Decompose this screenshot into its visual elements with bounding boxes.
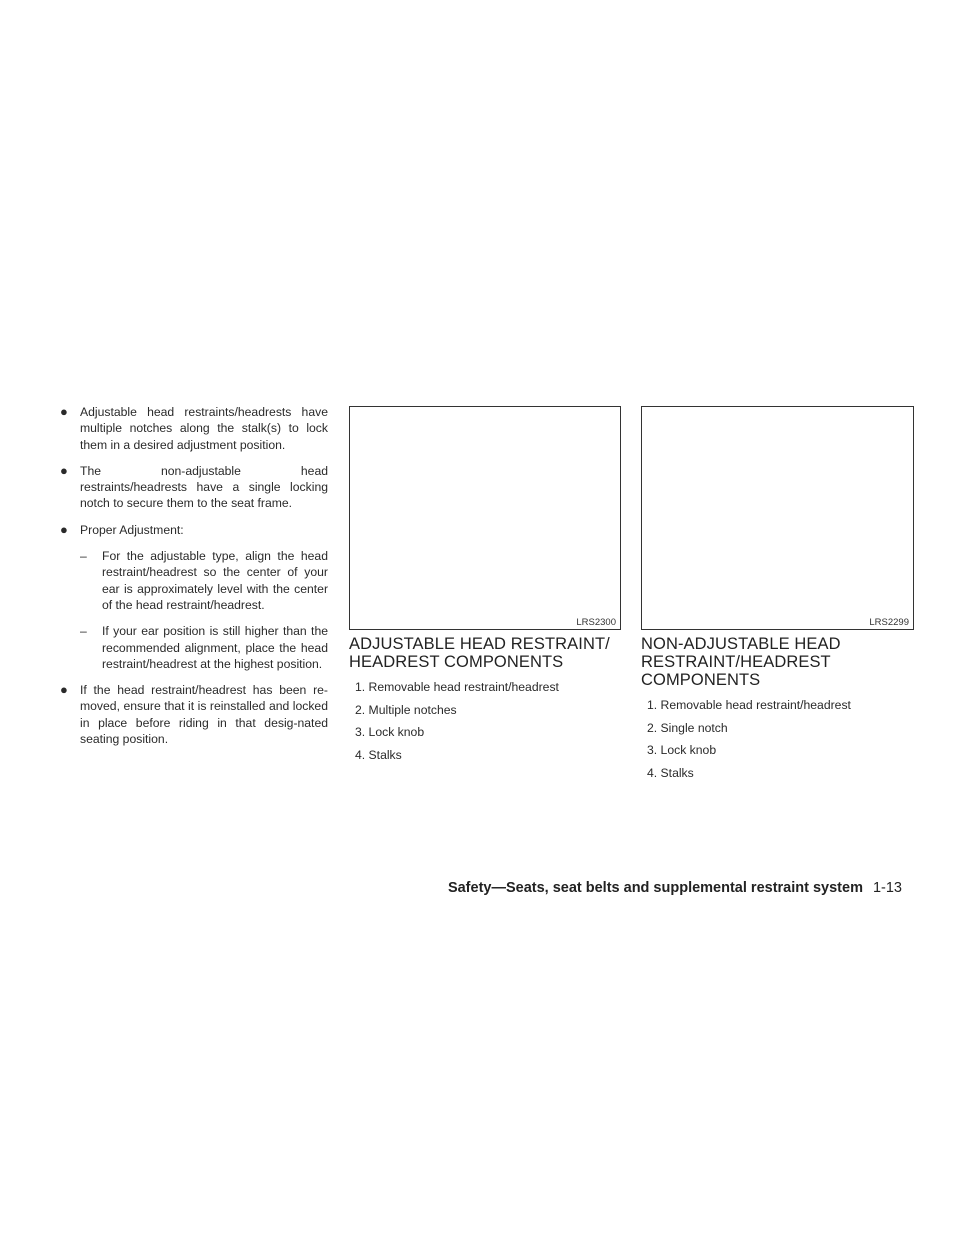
bullet-item bbox=[60, 404, 328, 453]
list-item: 1. Removable head restraint/headrest bbox=[355, 680, 559, 694]
figure-non-adjustable-head-restraint bbox=[641, 406, 914, 630]
footer-title: Safety—Seats, seat belts and supplemental restraint system bbox=[447, 880, 863, 896]
bullet-item bbox=[60, 522, 328, 538]
list-item: 2. Single notch bbox=[647, 720, 728, 735]
dash-item bbox=[60, 623, 328, 672]
component-list bbox=[355, 680, 559, 770]
section-heading: ADJUSTABLE HEAD RESTRAINT/ HEADREST COMPONENTS bbox=[349, 635, 610, 671]
bullet-icon: ● bbox=[60, 521, 68, 537]
dash-icon: – bbox=[80, 549, 87, 564]
bullet-text: If the head restraint/headrest has been re-moved, ensure that it is reinstalled and locked in place before riding in that desig-nated seating position. bbox=[80, 683, 328, 747]
list-item: 4. Stalks bbox=[355, 747, 402, 762]
bullet-icon: ● bbox=[60, 462, 68, 478]
dash-icon: – bbox=[80, 624, 87, 639]
bullet-text: Adjustable head restraints/headrests have multiple notches along the stalk(s) to lock them in a desired adjustment position. bbox=[80, 405, 328, 452]
bullet-icon: ● bbox=[60, 404, 68, 419]
bullet-text: restraints/headrests have a single locking notch to secure them to the seat frame. bbox=[80, 480, 328, 511]
left-column bbox=[60, 404, 328, 757]
list-item: 1. Removable head restraint/headrest bbox=[647, 698, 851, 712]
figure-adjustable-head-restraint bbox=[349, 406, 621, 630]
list-item: 2. Multiple notches bbox=[355, 702, 457, 717]
list-item: 3. Lock knob bbox=[355, 725, 425, 739]
bullet-icon: ● bbox=[60, 682, 68, 698]
list-item: 3. Lock knob bbox=[647, 743, 717, 757]
dash-text: For the adjustable type, align the head restraint/headrest so the center of your ear is approximately level with the center of the head restraint/headrest. bbox=[102, 549, 328, 612]
page-number: 1-13 bbox=[872, 880, 902, 896]
dash-item bbox=[60, 548, 328, 613]
figure-code: LRS2299 bbox=[869, 617, 909, 628]
figure-code: LRS2300 bbox=[576, 617, 616, 628]
bullet-item bbox=[60, 682, 328, 747]
bullet-item bbox=[60, 463, 328, 512]
list-item: 4. Stalks bbox=[647, 765, 694, 780]
bullet-text: Proper Adjustment: bbox=[80, 522, 184, 537]
dash-text: If your ear position is still higher than the recommended alignment, place the head restraint/headrest at the highest position. bbox=[102, 624, 328, 671]
section-heading: NON-ADJUSTABLE HEAD RESTRAINT/HEADREST COMPONENTS bbox=[641, 635, 841, 689]
component-list bbox=[647, 698, 851, 788]
bullet-text-line: The non-adjustable head bbox=[80, 463, 328, 478]
page-footer bbox=[448, 880, 902, 896]
